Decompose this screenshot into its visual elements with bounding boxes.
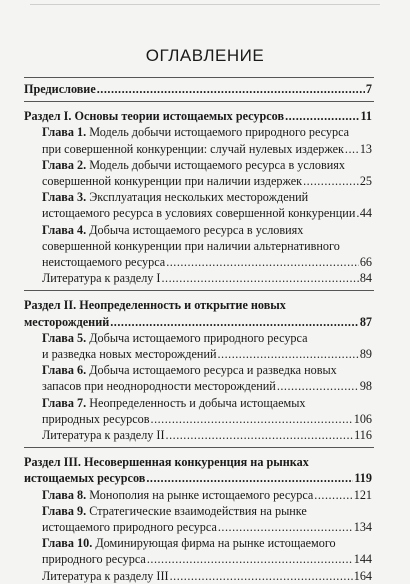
- dot-leader: [110, 314, 359, 330]
- dot-leader: [285, 108, 359, 124]
- toc-chapter-entry: [24, 503, 372, 535]
- toc-section-entry: [24, 108, 372, 124]
- page-title: ОГЛАВЛЕНИЕ: [145, 46, 265, 65]
- chapter-label: Глава 10.: [42, 536, 93, 551]
- toc-entry-text: истощаемого природного ресурса: [42, 520, 217, 535]
- dot-leader: [314, 487, 352, 503]
- chapter-label: Глава 2.: [42, 157, 87, 172]
- page-number: 7: [365, 82, 372, 96]
- toc-chapter-entry: [24, 222, 372, 271]
- chapter-label: Глава 6.: [42, 363, 87, 378]
- toc-literature-entry: [24, 270, 372, 286]
- top-rule: [30, 4, 380, 5]
- section-divider: [24, 290, 374, 291]
- page-number: 11: [360, 109, 372, 124]
- toc-entry-text: совершенной конкуренции при наличии альтернативного: [42, 238, 340, 253]
- chapter-label: Глава 9.: [42, 503, 87, 518]
- page-number: 13: [359, 141, 372, 156]
- page-number: 25: [359, 174, 372, 189]
- page-number: 134: [353, 520, 372, 535]
- dot-leader: [345, 141, 359, 157]
- dot-leader: [218, 346, 359, 362]
- toc-section-entry: [24, 297, 372, 329]
- toc-entry-text: при совершенной конкуренции: случай нулевых издержек: [42, 141, 344, 156]
- dot-leader: [166, 254, 359, 270]
- dot-leader: [97, 81, 365, 97]
- toc-entry-text: Глава 7. Неопределенность и добыча истощаемых: [42, 395, 306, 410]
- dot-leader: [146, 470, 353, 486]
- page-number: 66: [359, 255, 372, 270]
- toc-entry-text: Раздел II. Неопределенность и открытие новых: [24, 298, 286, 313]
- toc-chapter-entry: [24, 395, 372, 427]
- toc-entry-text: Глава 8. Монополия на рынке истощаемого ресурса: [42, 487, 314, 502]
- toc-chapter-entry: [24, 487, 372, 503]
- toc-literature-entry: [24, 427, 372, 443]
- page-number: 87: [359, 314, 372, 329]
- toc-entry-text: природных ресурсов: [42, 411, 150, 426]
- toc-entry-text: природного ресурса: [42, 552, 146, 567]
- toc-entry-text: Глава 5. Добыча истощаемого природного ресурса: [42, 330, 308, 345]
- dot-leader: [303, 173, 359, 189]
- table-of-contents: [24, 76, 372, 584]
- toc-entry-text: Глава 6. Добыча истощаемого ресурса и разведка новых: [42, 363, 337, 378]
- toc-section-entry: [24, 81, 372, 97]
- toc-entry-text: Глава 2. Модель добычи истощаемого ресурса в условиях: [42, 157, 345, 172]
- chapter-label: Глава 7.: [42, 395, 87, 410]
- toc-entry-text: Литература к разделу III: [42, 568, 169, 583]
- toc-chapter-entry: [24, 124, 372, 156]
- page-number: 89: [359, 347, 372, 362]
- dot-leader: [356, 205, 358, 221]
- toc-literature-entry: [24, 568, 372, 584]
- chapter-label: Глава 5.: [42, 330, 87, 345]
- dot-leader: [147, 551, 353, 567]
- page-number: 164: [353, 568, 372, 583]
- dot-leader: [161, 270, 358, 286]
- toc-entry-text: Глава 1. Модель добычи истощаемого природного ресурса: [42, 125, 350, 140]
- toc-entry-text: Литература к разделу I: [42, 271, 161, 286]
- toc-chapter-entry: [24, 189, 372, 221]
- chapter-label: Глава 4.: [42, 222, 87, 237]
- toc-entry-text: запасов при неоднородности месторождений: [42, 379, 276, 394]
- page-number: 119: [354, 471, 372, 486]
- dot-leader: [277, 378, 359, 394]
- toc-entry-text: Глава 9. Стратегические взаимодействия на рынке: [42, 503, 307, 518]
- dot-leader: [170, 568, 353, 584]
- toc-chapter-entry: [24, 330, 372, 362]
- toc-section-entry: [24, 454, 372, 486]
- section-divider: [24, 447, 374, 448]
- toc-entry-text: совершенной конкуренции при наличии издержек: [42, 174, 303, 189]
- page-number: 121: [353, 487, 372, 502]
- dot-leader: [166, 427, 354, 443]
- chapter-label: Глава 3.: [42, 190, 87, 205]
- toc-entry-text: Раздел I. Основы теории истощаемых ресурсов: [24, 109, 285, 124]
- toc-chapter-entry: [24, 157, 372, 189]
- section-divider: [24, 77, 374, 78]
- toc-entry-text: месторождений: [24, 314, 110, 329]
- page-number: 106: [353, 411, 372, 426]
- chapter-label: Глава 8.: [42, 487, 87, 502]
- page-number: 98: [359, 379, 372, 394]
- toc-entry-text: Глава 3. Эксплуатация нескольких месторождений: [42, 190, 309, 205]
- toc-entry-text: Предисловие: [24, 82, 96, 96]
- section-divider: [24, 101, 374, 102]
- page-number: 44: [359, 206, 372, 221]
- toc-entry-text: истощаемого ресурса в условиях совершенной конкуренции: [42, 206, 356, 221]
- page-number: 84: [359, 271, 372, 286]
- toc-entry-text: неистощаемого ресурса: [42, 255, 166, 270]
- dot-leader: [151, 411, 353, 427]
- page-number: 144: [353, 552, 372, 567]
- toc-chapter-entry: [24, 535, 372, 567]
- dot-leader: [218, 519, 353, 535]
- toc-entry-text: истощаемых ресурсов: [24, 471, 146, 486]
- chapter-label: Глава 1.: [42, 125, 87, 140]
- page-number: 116: [354, 428, 372, 443]
- toc-entry-text: Глава 4. Добыча истощаемого ресурса в условиях: [42, 222, 304, 237]
- toc-entry-text: Литература к разделу II: [42, 428, 165, 443]
- toc-entry-text: и разведка новых месторождений: [42, 347, 217, 362]
- toc-chapter-entry: [24, 362, 372, 394]
- toc-entry-text: Раздел III. Несовершенная конкуренция на рынках: [24, 455, 309, 470]
- toc-entry-text: Глава 10. Доминирующая фирма на рынке истощаемого: [42, 536, 336, 551]
